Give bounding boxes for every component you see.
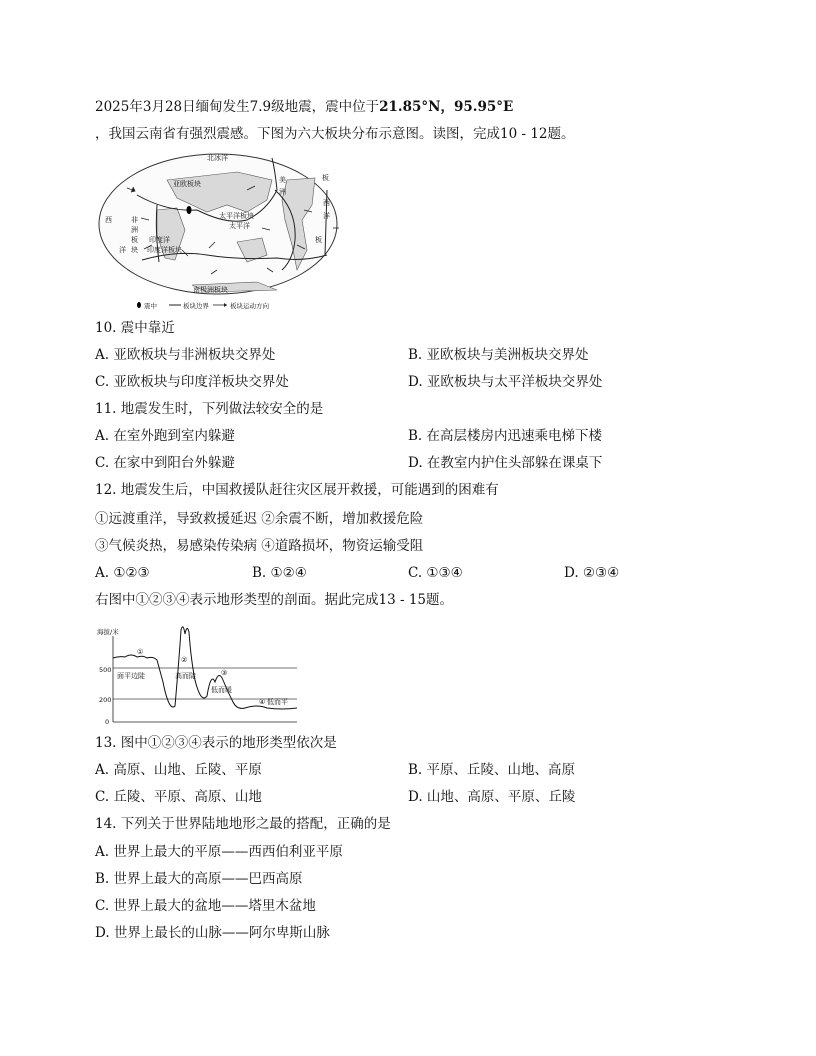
q12-items-line-2: ③气候炎热，易感染传染病 ④道路损坏，物资运输受阻 (95, 538, 424, 554)
profile-tick-0: 0 (105, 718, 110, 726)
terrain-profile-figure (97, 620, 302, 728)
q14-stem: 14. 下列关于世界陆地地形之最的搭配，正确的是 (95, 816, 391, 832)
map-label-antarctic-plate: 南极洲板块 (193, 286, 228, 294)
q12-stem: 12. 地震发生后，中国救援队赶往灾区展开救援，可能遇到的困难有 (95, 482, 499, 498)
profile-y-axis-title: 海拔/米 (97, 628, 119, 636)
q12-option-c: C. ①③④ (408, 565, 463, 581)
map-label-african-1: 非 (131, 216, 138, 224)
map-label-african-3: 板 (131, 236, 138, 244)
profile-label-1: 面平边陡 (117, 672, 145, 680)
q13-stem: 13. 图中①②③④表示的地形类型依次是 (95, 735, 337, 751)
q13-option-a: A. 高原、山地、丘陵、平原 (95, 762, 262, 778)
q12-option-a: A. ①②③ (95, 565, 150, 581)
q12-items-line-1: ①远渡重洋，导致救援延迟 ②余震不断，增加救援危险 (95, 511, 424, 527)
plate-map-figure (97, 150, 343, 312)
q12-option-d: D. ②③④ (564, 565, 620, 581)
q10-option-c: C. 亚欧板块与印度洋板块交界处 (95, 374, 289, 390)
profile-tick-200: 200 (99, 696, 112, 704)
map-label-east-2: 洋 (323, 212, 330, 220)
map-label-eurasian-plate: 亚欧板块 (173, 180, 201, 188)
profile-marker-2: ② (181, 656, 188, 664)
q14-option-a: A. 世界上最大的平原——西西伯利亚平原 (95, 844, 343, 860)
profile-label-2: 高而陡 (175, 672, 196, 680)
epicenter-coordinates: 21.85°N，95.95°E (379, 99, 514, 115)
map-label-west-2: 洋 (119, 246, 126, 254)
intro-text: 2025年3月28日缅甸发生7.9级地震，震中位于 (95, 99, 380, 115)
map-legend (137, 301, 270, 310)
q10-option-a: A. 亚欧板块与非洲板块交界处 (95, 347, 276, 363)
legend-direction-label: 板块运动方向 (230, 302, 269, 310)
map-label-indian-plate: 印度洋板块 (147, 246, 182, 254)
q13-option-d: D. 山地、高原、平原、丘陵 (408, 789, 576, 805)
map-label-arctic-ocean: 北冰洋 (207, 154, 228, 162)
q11-stem: 11. 地震发生时，下列做法较安全的是 (95, 401, 324, 417)
map-label-american-2: 洲 (279, 188, 286, 196)
intro-line-2: ，我国云南省有强烈震感。下图为六大板块分布示意图。读图，完成10 - 12题。 (95, 126, 575, 142)
map-label-pacific-ocean: 太平洋 (229, 222, 250, 230)
map-label-west-1: 西 (105, 216, 112, 224)
map-label-african-4: 块 (131, 246, 138, 254)
map-label-east-1: 西 (323, 199, 330, 207)
profile-marker-3: ③ (221, 669, 228, 677)
q11-option-a: A. 在室外跑到室内躲避 (95, 428, 235, 444)
q11-option-c: C. 在家中到阳台外躲避 (95, 455, 235, 471)
q13-option-c: C. 丘陵、平原、高原、山地 (95, 789, 262, 805)
map-label-east-3: 板 (315, 236, 322, 244)
map-label-indian-ocean: 印度洋 (149, 236, 170, 244)
epicenter-marker (187, 206, 192, 214)
profile-label-4: 低而平 (267, 698, 288, 706)
intro-line-1 (95, 98, 513, 116)
section-intro-13-15: 右图中①②③④表示地形类型的剖面。据此完成13 - 15题。 (95, 592, 453, 608)
legend-epicenter-icon (137, 302, 141, 308)
q14-option-b: B. 世界上最大的高原——巴西高原 (95, 871, 303, 887)
q12-option-b: B. ①②④ (252, 565, 307, 581)
legend-boundary-label: 板块边界 (183, 302, 209, 310)
legend-epicenter-label: 震中 (144, 302, 157, 310)
map-label-american-1: 美 (279, 176, 286, 184)
profile-marker-4: ④ (259, 698, 266, 706)
profile-tick-500: 500 (99, 666, 112, 674)
q11-option-d: D. 在教室内护住头部躲在课桌下 (408, 455, 603, 471)
q11-option-b: B. 在高层楼房内迅速乘电梯下楼 (408, 428, 603, 444)
q10-option-b: B. 亚欧板块与美洲板块交界处 (408, 347, 589, 363)
q14-option-c: C. 世界上最大的盆地——塔里木盆地 (95, 898, 316, 914)
q14-option-d: D. 世界上最长的山脉——阿尔卑斯山脉 (95, 925, 330, 941)
q13-option-b: B. 平原、丘陵、山地、高原 (408, 762, 576, 778)
profile-label-3: 低而缓 (211, 686, 232, 694)
q10-option-d: D. 亚欧板块与太平洋板块交界处 (408, 374, 603, 390)
map-label-african-2: 洲 (131, 226, 138, 234)
map-label-american-3: 板 (322, 174, 329, 182)
map-label-pacific-plate: 太平洋板块 (219, 212, 254, 220)
q10-stem: 10. 震中靠近 (95, 320, 175, 336)
profile-marker-1: ① (137, 648, 144, 656)
